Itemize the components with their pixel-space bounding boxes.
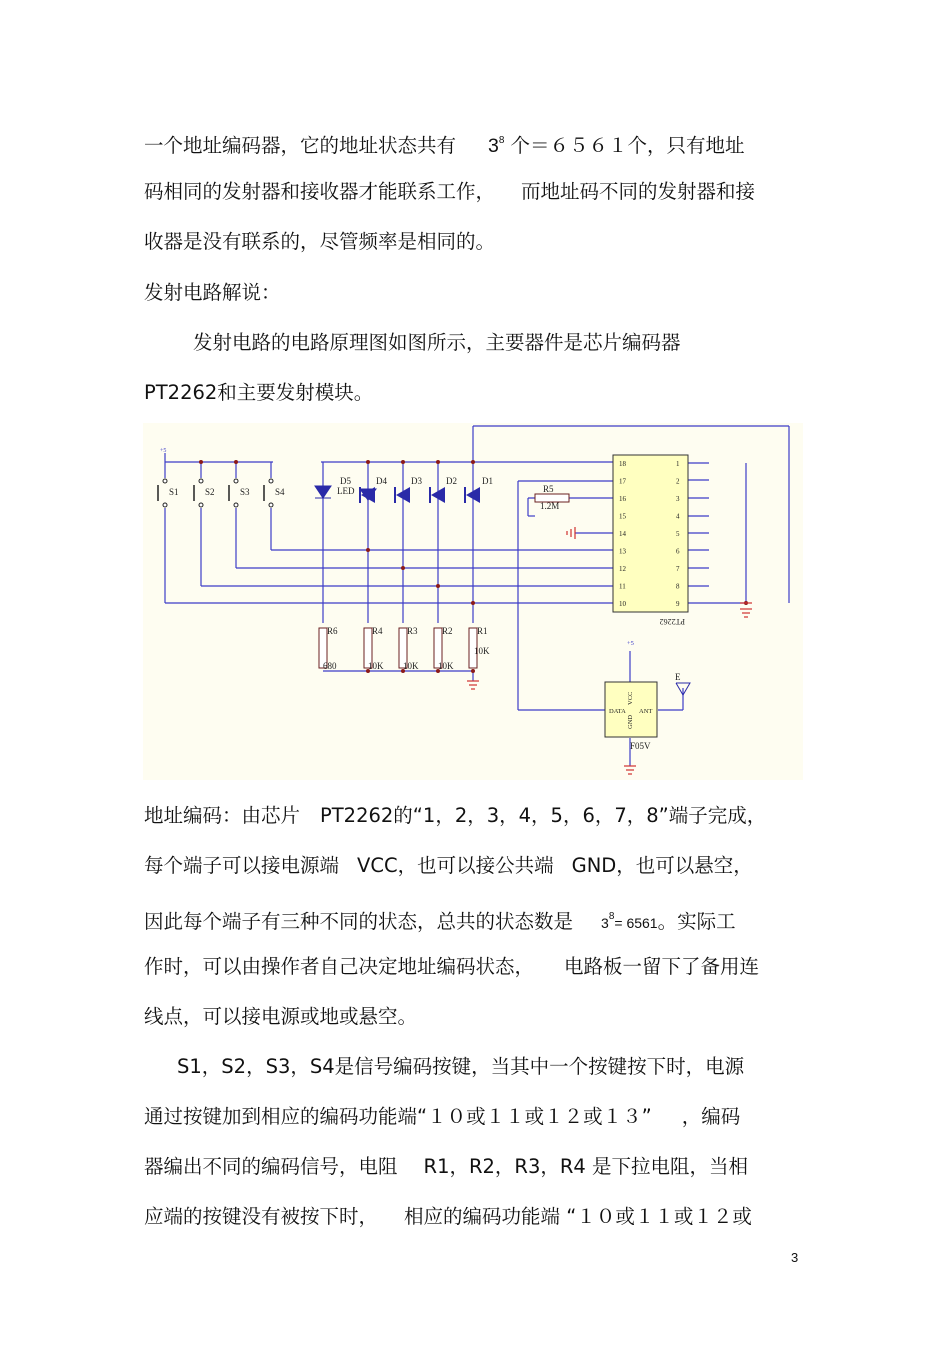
chip-pin-left: 11 <box>619 582 626 591</box>
text-span: $3^8$ <box>488 135 505 157</box>
module-name: F05V <box>630 741 651 751</box>
text-line: 每个端子可以接电源端 VCC，也可以接公共端 GND，也可以悬空， <box>144 854 753 877</box>
chip-pin-left: 13 <box>619 547 626 556</box>
module-pin: VCC <box>627 691 634 705</box>
antenna-label: E <box>675 672 681 682</box>
resistor-value: 680 <box>323 661 337 671</box>
chip-pin-right: 7 <box>676 565 680 573</box>
text-line: 器编出不同的编码信号，电阻 R1，R2，R3，R4 是下拉电阻，当相 <box>144 1155 749 1178</box>
circuit-diagram <box>143 423 803 780</box>
vcc-label: +5 <box>627 640 634 647</box>
resistor-name: R6 <box>327 626 338 636</box>
chip-pin-right: 2 <box>676 477 680 486</box>
chip-pin-left: 16 <box>619 495 626 503</box>
led-label: LED <box>337 486 355 496</box>
resistor-value: 1.2M <box>540 501 560 511</box>
chip-pin-right: 4 <box>676 512 680 521</box>
text-span: 而地址码不同的发射器和接 <box>521 180 756 203</box>
section-heading: 发射电路解说： <box>144 281 281 304</box>
text-line: S1，S2，S3，S4是信号编码按键，当其中一个按键按下时，电源 <box>177 1055 745 1078</box>
chip-pin-right: 8 <box>676 582 680 591</box>
resistor-name: R5 <box>543 484 554 494</box>
module-pin: ANT <box>639 708 653 715</box>
text-span: 码相同的发射器和接收器才能联系工作， <box>144 180 496 203</box>
resistor-value: 10K <box>368 661 384 671</box>
chip-pin-right: 6 <box>676 547 680 556</box>
vcc-label: +5 <box>160 448 167 454</box>
module-pin: DATA <box>609 708 626 715</box>
resistor-value: 10K <box>438 661 454 671</box>
text-line: 通过按键加到相应的编码功能端“１０或１１或１２或１３” ，编码 <box>144 1105 741 1128</box>
chip-label: PT2262 <box>659 617 685 626</box>
chip-pin-left: 14 <box>619 530 626 538</box>
switch-label: S1 <box>169 487 179 497</box>
switch-label: S4 <box>275 487 285 497</box>
chip-pin-right: 9 <box>676 600 680 608</box>
resistor-name: R3 <box>407 626 418 636</box>
text-line <box>144 180 755 204</box>
switch-label: S2 <box>205 487 215 497</box>
text-span: 一个地址编码器，它的地址状态共有 <box>144 134 457 157</box>
resistor-name: R1 <box>477 626 488 636</box>
text-line: PT2262和主要发射模块。 <box>144 381 374 404</box>
text-line: 线点，可以接电源或地或悬空。 <box>144 1005 418 1028</box>
diode-label: D4 <box>376 476 387 486</box>
chip-pin-right: 1 <box>676 460 680 468</box>
page-number: 3 <box>791 1250 799 1265</box>
resistor-value: 10K <box>403 661 419 671</box>
text-line: 发射电路的电路原理图如图所示，主要器件是芯片编码器 <box>193 331 681 354</box>
chip-pin-left: 15 <box>619 512 626 521</box>
resistor-name: R4 <box>372 626 383 636</box>
text-line: 应端的按键没有被按下时， 相应的编码功能端 “１０或１１或１２或 <box>144 1205 752 1228</box>
chip-pin-right: 3 <box>676 495 680 503</box>
text-span: 个＝６５６１个，只有地址 <box>510 134 745 157</box>
text-line: 作时，可以由操作者自己决定地址编码状态， 电路板一留下了备用连 <box>144 955 760 978</box>
diode-label: D3 <box>411 476 422 486</box>
text-line: 因此每个端子有三种不同的状态，总共的状态数是 $3^8= 6561$。实际工 <box>144 910 736 933</box>
text-line: 地址编码：由芯片 PT2262的“1，2，3，4，5，6，7，8”端子完成， <box>144 804 767 827</box>
chip-pin-left: 10 <box>619 600 626 608</box>
resistor-name: R2 <box>442 626 453 636</box>
text-line: 收器是没有联系的，尽管频率是相同的。 <box>144 230 496 253</box>
chip-pin-right: 5 <box>676 530 680 538</box>
text-line <box>144 129 744 158</box>
chip-pin-left: 12 <box>619 565 626 573</box>
switch-label: S3 <box>240 487 250 497</box>
diode-label: D2 <box>446 476 457 486</box>
chip-pin-left: 17 <box>619 477 626 486</box>
module-pin: GND <box>627 714 634 729</box>
diode-label: D5 <box>340 476 351 486</box>
diode-label: D1 <box>482 476 493 486</box>
resistor-value: 10K <box>474 646 490 656</box>
chip-pin-left: 18 <box>619 460 626 468</box>
